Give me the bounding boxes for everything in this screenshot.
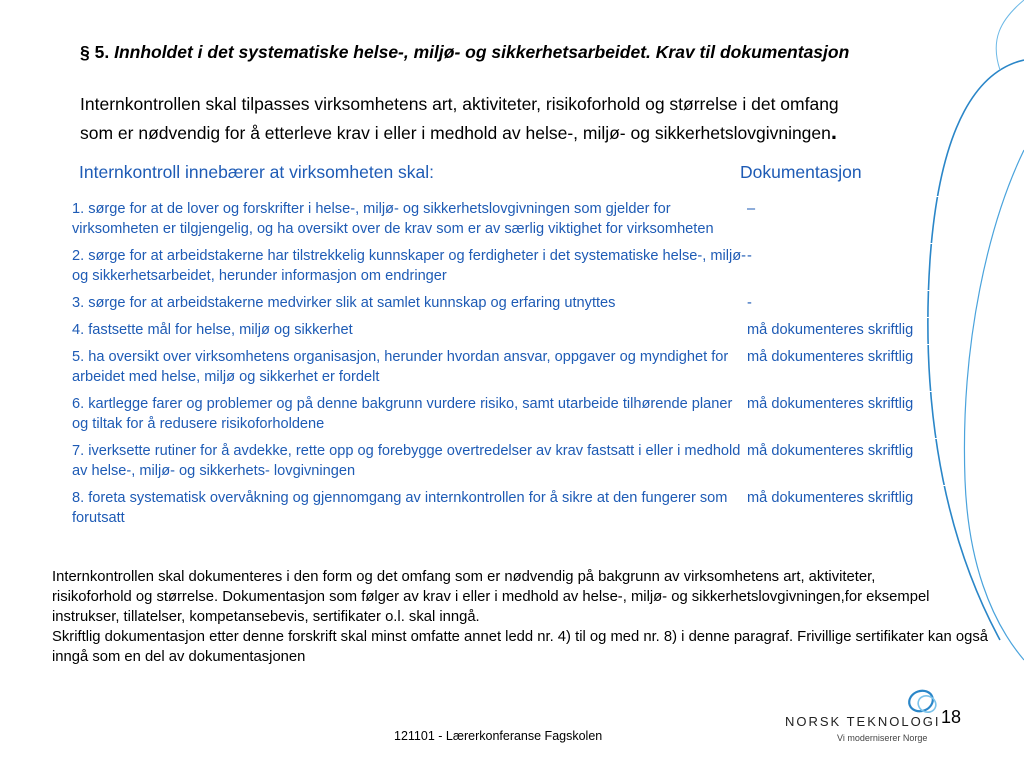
table-row (66, 391, 946, 438)
norsk-teknologi-logo (785, 686, 945, 746)
documentation-note: - (747, 248, 752, 264)
requirement-text: 1. sørge for at de lover og forskrifter i helse-, miljø- og sikkerhetslovgivningen som gjelder for virksomheten er tilgjengelig, og ha oversikt over de krav som er av særlig viktighet for virksomheten (72, 201, 714, 237)
logo-wordmark: NORSK TEKNOLOGI (785, 714, 941, 729)
requirement-text: 5. ha oversikt over virksomhetens organisasjon, herunder hvordan ansvar, oppgaver og myndighet for arbeidet med helse, miljø og sikkerhet er fordelt (72, 349, 729, 385)
table-row (66, 196, 946, 243)
intro-line-2: som er nødvendig for å etterleve krav i eller i medhold av helse-, miljø- og sikkerhetslovgivningen. (80, 119, 838, 144)
column-header-requirements: Internkontroll innebærer at virksomheten skal: (79, 162, 435, 182)
footer-paragraph-3: Skriftlig dokumentasjon etter denne forskrift skal minst omfatte annet ledd nr. 4) til og med nr. 8) i denne paragraf. Frivillige sertifikater kan også inngå som en del av dokumentasjonen (52, 629, 988, 665)
documentation-note: - (747, 295, 752, 311)
footer-paragraph-1: Internkontrollen skal dokumenteres i den form og det omfang som er nødvendig på bakgrunn av virksomhetens art, aktiviteter, (52, 569, 876, 585)
documentation-note: må dokumenteres skriftlig (747, 443, 914, 459)
table-row (66, 485, 946, 532)
section-heading: Innholdet i det systematiske helse-, miljø- og sikkerhetsarbeidet. Krav til dokumentasjon (114, 42, 850, 62)
requirement-text: 6. kartlegge farer og problemer og på denne bakgrunn vurdere risiko, samt utarbeide tilhørende planer og tiltak for å redusere risikoforholdene (72, 396, 733, 432)
requirement-text: 3. sørge for at arbeidstakerne medvirker slik at samlet kunnskap og erfaring utnyttes (72, 295, 616, 311)
documentation-note: – (747, 201, 756, 217)
column-header-documentation: Dokumentasjon (740, 162, 862, 182)
table-row (66, 290, 946, 317)
slide-title (80, 42, 980, 63)
requirement-text: 7. iverksette rutiner for å avdekke, rette opp og forebygge overtredelser av krav fastsatt i eller i medhold av helse-, miljø- og sikkerhets- lovgivningen (72, 443, 741, 479)
page-number: 18 (941, 707, 962, 727)
documentation-note: må dokumenteres skriftlig (747, 396, 914, 412)
table-row (66, 317, 946, 344)
documentation-note: må dokumenteres skriftlig (747, 490, 914, 506)
documentation-notes (52, 567, 992, 667)
section-number: § 5. (80, 42, 110, 62)
requirement-text: 4. fastsette mål for helse, miljø og sikkerhet (72, 322, 353, 338)
table-row (66, 438, 946, 485)
footer-caption: 121101 - Lærerkonferanse Fagskolen (394, 729, 603, 743)
requirement-text: 2. sørge for at arbeidstakerne har tilstrekkelig kunnskaper og ferdigheter i det systematiske helse-, miljø- og sikkerhetsarbeidet, herunder informasjon om endringer (72, 248, 747, 284)
documentation-note: må dokumenteres skriftlig (747, 349, 914, 365)
table-row (66, 243, 946, 290)
table-row (66, 344, 946, 391)
intro-paragraph (80, 90, 960, 147)
intro-line-1: Internkontrollen skal tilpasses virksomhetens art, aktiviteter, risikoforhold og størrelse i det omfang (80, 94, 839, 114)
requirement-text: 8. foreta systematisk overvåkning og gjennomgang av internkontrollen for å sikre at den fungerer som forutsatt (72, 490, 728, 526)
logo-tagline: Vi moderniserer Norge (837, 733, 928, 743)
footer-paragraph-2: risikoforhold og størrelse. Dokumentasjon som følger av krav i eller i medhold av helse-, miljø- og sikkerhetslovgivningen,for eksempel instrukser, tillatelser, kompetansebevis, sertifikater o.l. skal inngå. (52, 589, 930, 625)
documentation-note: må dokumenteres skriftlig (747, 322, 914, 338)
requirements-table (66, 196, 946, 532)
